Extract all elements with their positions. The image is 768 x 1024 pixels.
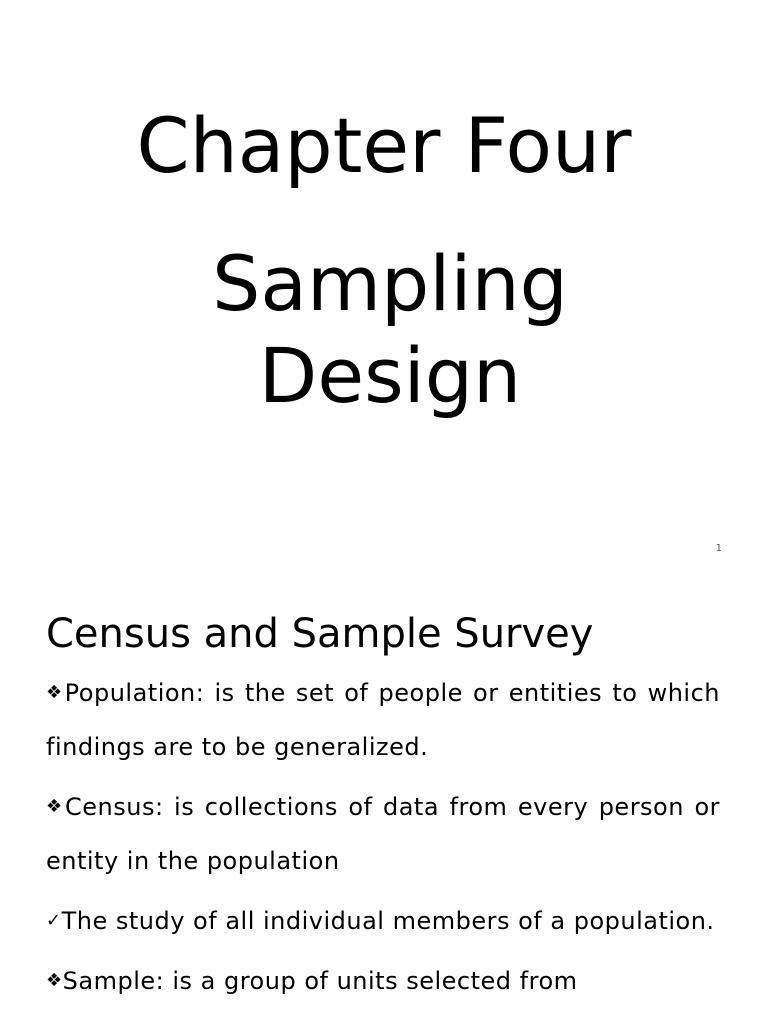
checkmark-icon: ✓ [46,910,62,931]
definition-text: is a group of units selected from [164,967,578,995]
page-number: 1 [715,543,722,554]
term-label: Census: [65,793,164,821]
chapter-title: Chapter Four [136,101,632,190]
main-title [170,238,610,422]
definition-text: : is the set of people or entities to which findings are to be generalized. [46,679,720,761]
list-item [46,780,720,888]
content-body [46,666,720,1014]
list-item [46,894,720,948]
diamond-bullet-icon: ❖ [46,796,66,817]
definition-text: is collections of data from every person or entity in the population [46,793,720,875]
diamond-bullet-icon: ❖ [46,970,63,991]
term-label: Population [64,679,196,707]
main-title-line-1: Sampling [212,239,568,328]
list-item [46,666,720,774]
term-label: Sample: [62,967,165,995]
list-item [46,954,720,1008]
main-title-line-2: Design [258,331,522,420]
definition-text: The study of all individual members of a population. [61,907,715,935]
section-heading: Census and Sample Survey [46,611,594,657]
content-slide [0,570,768,1024]
diamond-bullet-icon: ❖ [46,682,65,703]
